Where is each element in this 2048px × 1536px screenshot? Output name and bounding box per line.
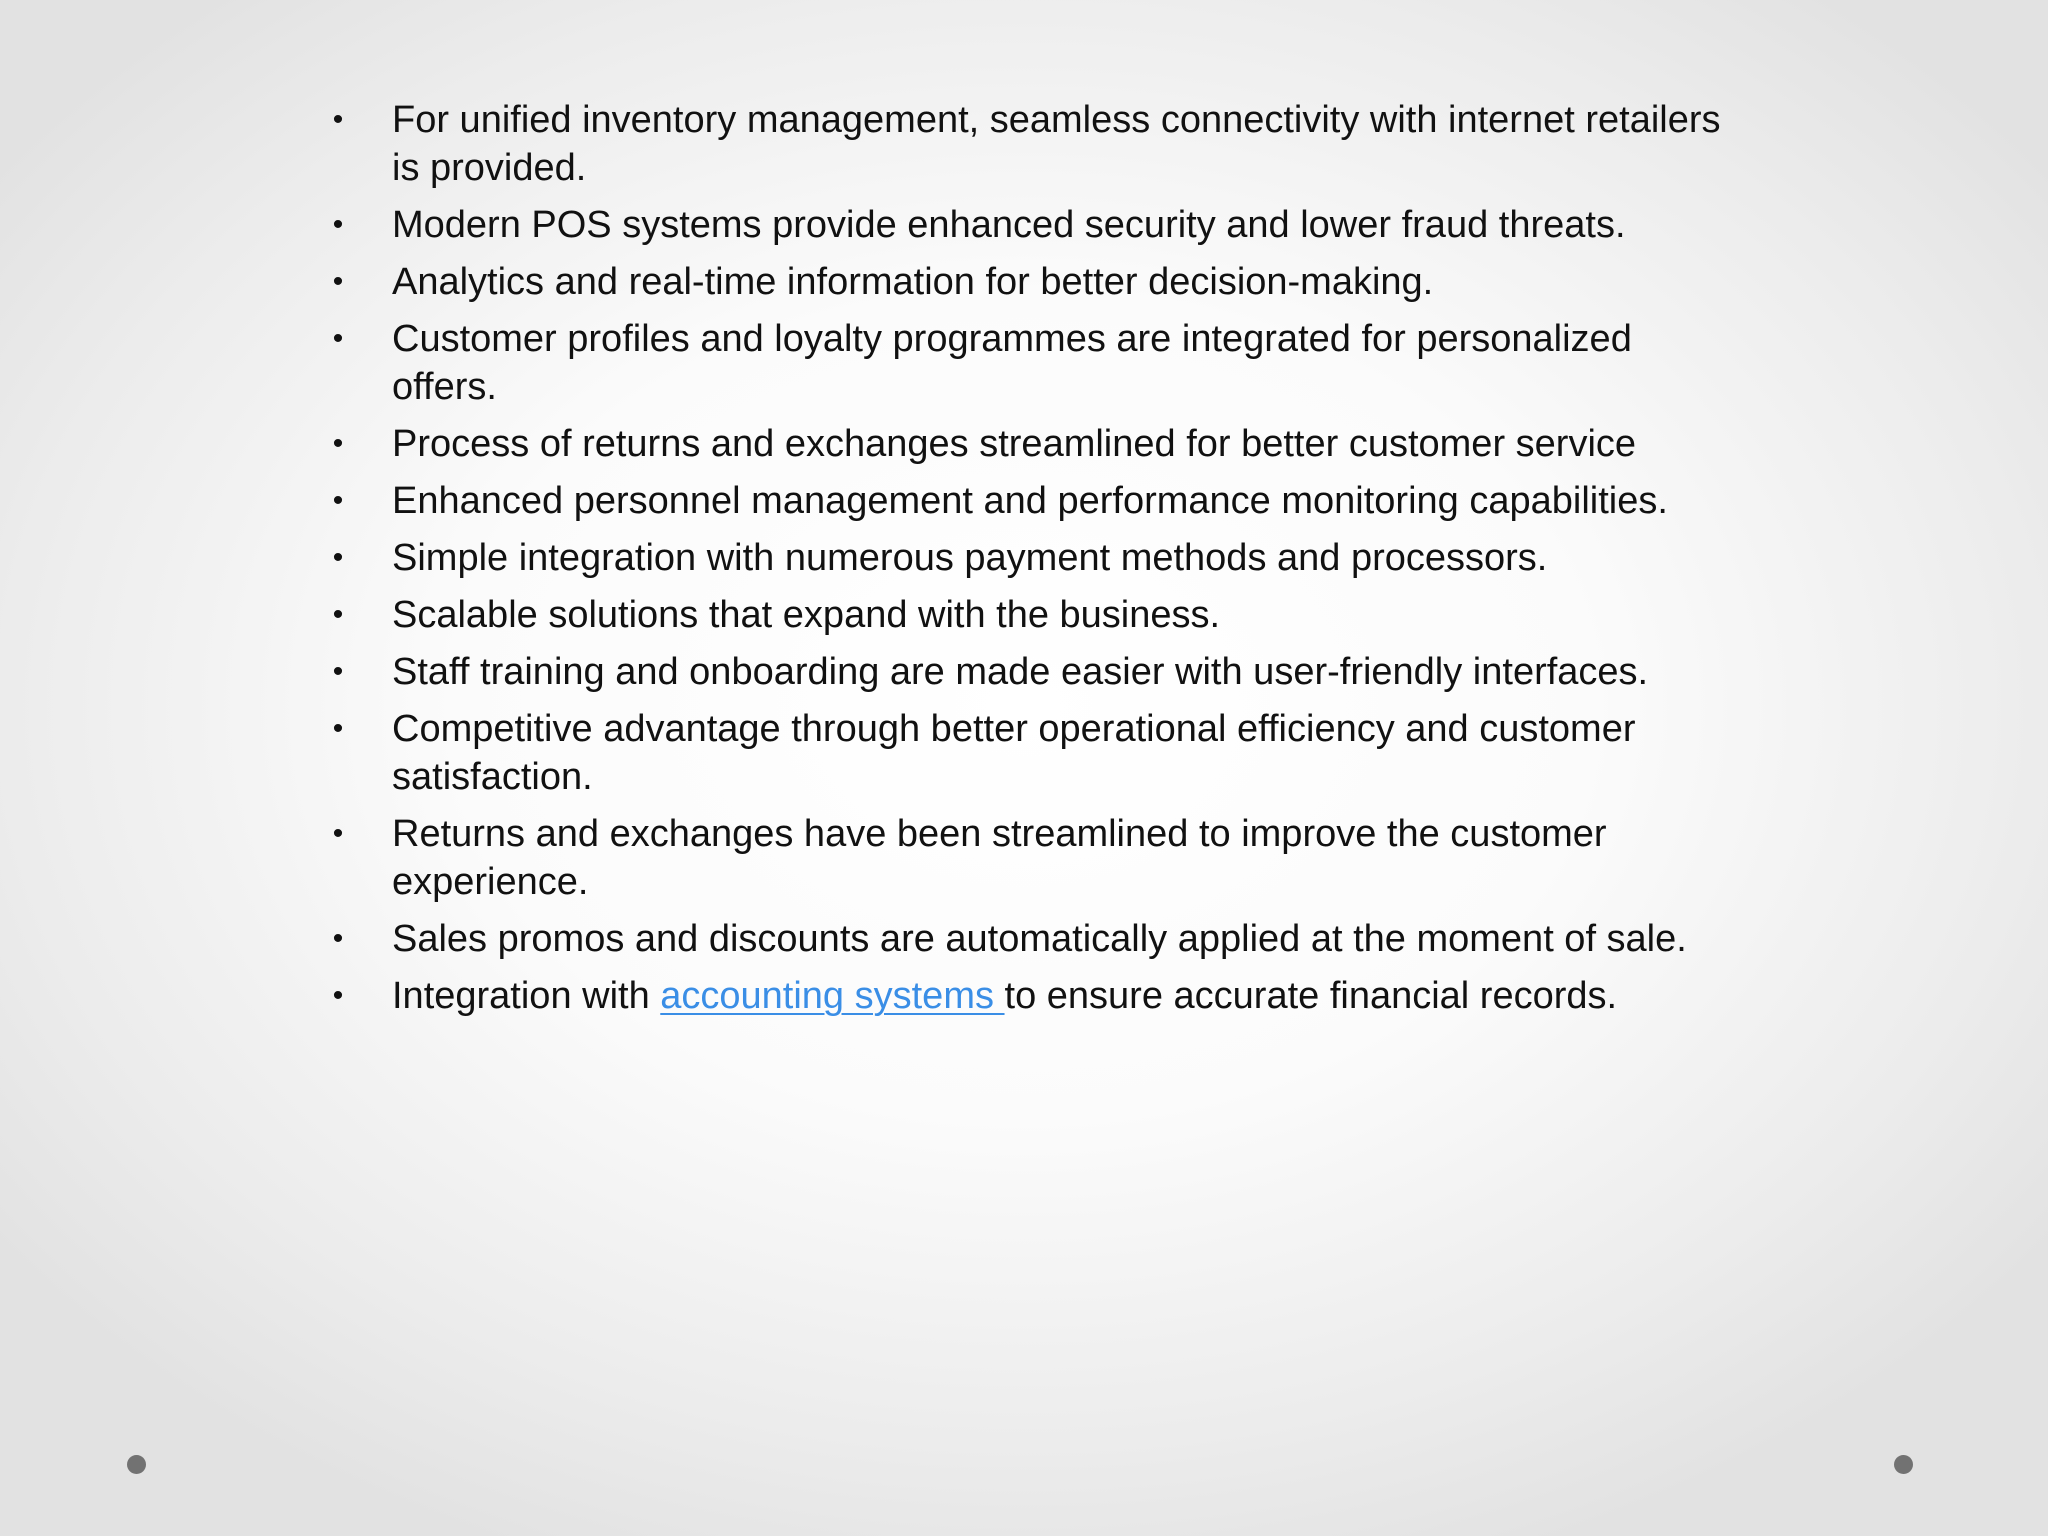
bullet-marker: • [332,598,344,631]
bullet-marker: • [332,817,344,850]
bullet-text: Modern POS systems provide enhanced security and lower fraud threats. [392,204,1626,246]
list-item [318,648,1738,696]
bullet-marker: • [332,712,344,745]
bullet-marker: • [332,208,344,241]
list-item [318,915,1738,963]
bullet-text: Simple integration with numerous payment methods and processors. [392,537,1548,579]
list-item [318,96,1738,192]
bullet-text: Customer profiles and loyalty programmes are integrated for personalized offers. [392,318,1632,408]
bullet-text-before: Integration with [392,975,661,1017]
bullet-text: For unified inventory management, seamless connectivity with internet retailers is provided. [392,99,1721,189]
bullet-marker: • [332,265,344,298]
bullet-text: Process of returns and exchanges streamlined for better customer service [392,423,1637,465]
bullet-text: Enhanced personnel management and performance monitoring capabilities. [392,480,1668,522]
bullet-text-after: to ensure accurate financial records. [1004,975,1618,1017]
bullet-text: Returns and exchanges have been streamlined to improve the customer experience. [392,813,1607,903]
bullet-marker: • [332,541,344,574]
bullet-text: Analytics and real-time information for better decision-making. [392,261,1434,303]
bullet-marker: • [332,655,344,688]
list-item [318,591,1738,639]
bullet-marker: • [332,103,344,136]
bullet-marker: • [332,322,344,355]
bullet-text: Staff training and onboarding are made easier with user-friendly interfaces. [392,651,1649,693]
list-item [318,477,1738,525]
decorative-dot-right [1894,1455,1913,1474]
list-item [318,315,1738,411]
list-item [318,258,1738,306]
bullet-text: Scalable solutions that expand with the business. [392,594,1221,636]
list-item [318,534,1738,582]
list-item [318,201,1738,249]
list-item [318,705,1738,801]
bullet-marker: • [332,484,344,517]
bullet-marker: • [332,922,344,955]
decorative-dot-left [127,1455,146,1474]
bullet-list [318,96,1738,1020]
slide-content [318,96,1738,1029]
list-item [318,420,1738,468]
bullet-marker: • [332,427,344,460]
bullet-text: Sales promos and discounts are automatically applied at the moment of sale. [392,918,1687,960]
bullet-text: Competitive advantage through better operational efficiency and customer satisfaction. [392,708,1636,798]
list-item [318,810,1738,906]
list-item [318,972,1738,1020]
accounting-systems-link[interactable]: accounting systems [660,975,1005,1017]
bullet-marker: • [332,979,344,1012]
